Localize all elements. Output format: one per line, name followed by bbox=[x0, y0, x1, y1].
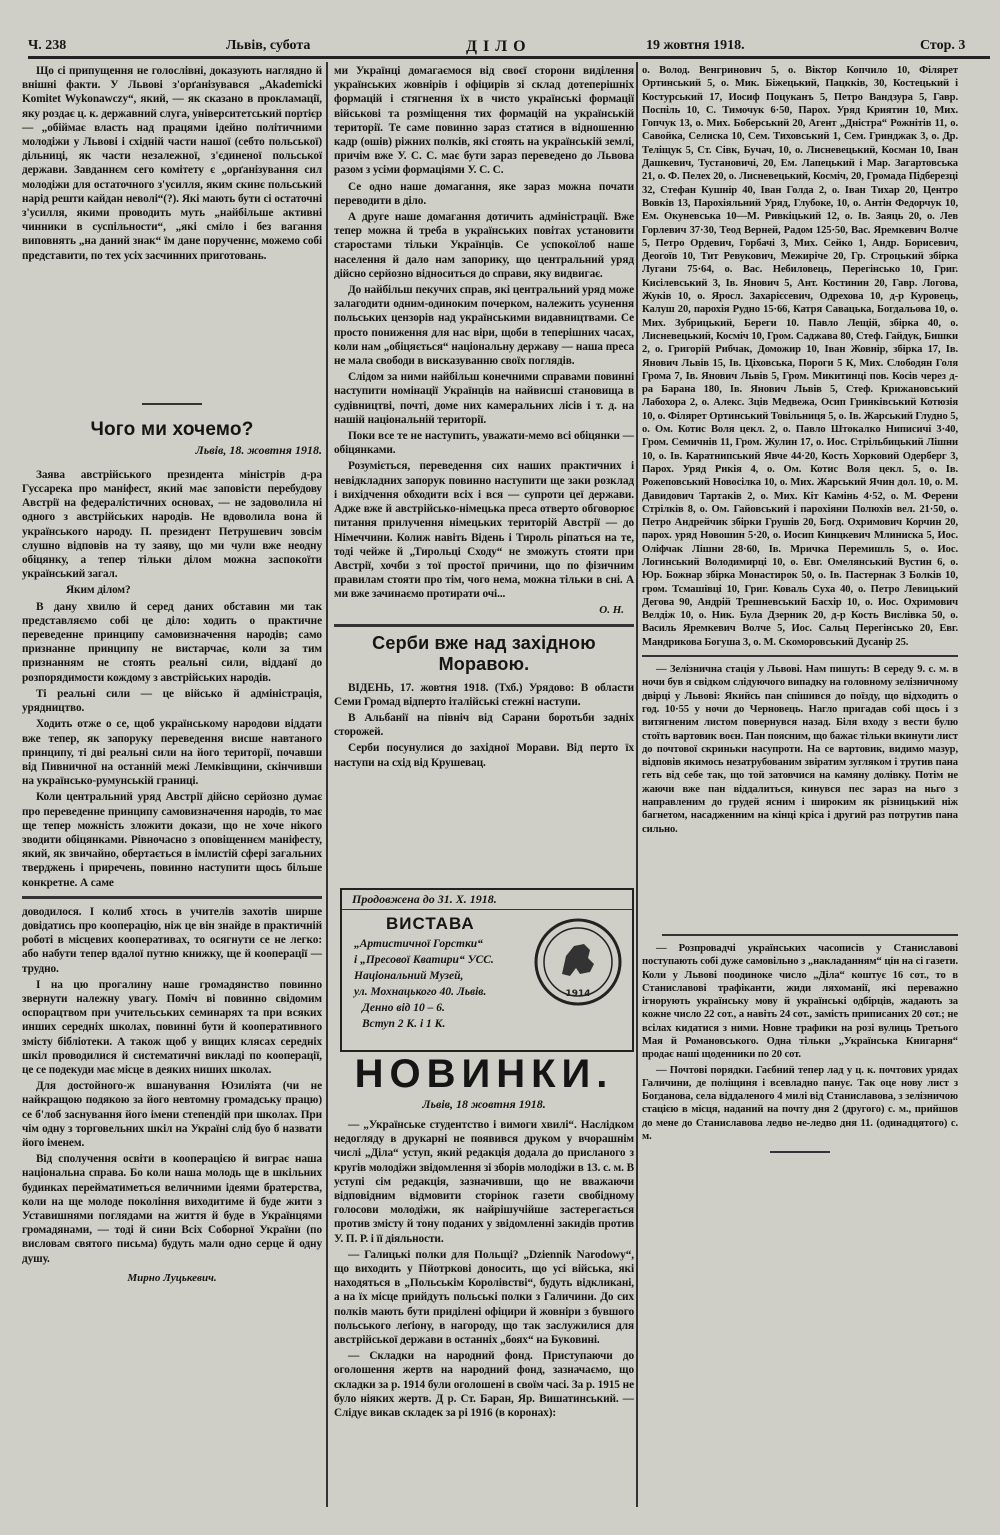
article-paragraph: Коли центральний уряд Австрії дійсно серйозно думає про переведенне принципу самовизначення народів, то має ще тепер можність зложити докази, що не хоче нікого зводити обіцянками. Рівночасно з оповіщеннєм маніфесту, який, як звичайно, обертається в імлистій сфері загальних тверджень і приречень, повинно наступити щось більше конкретне. А саме bbox=[22, 791, 322, 889]
news-item: — Складки на народний фонд. Приступаючи до оголошення жертв на народний фонд, зазначаємо, що складки за р. 1914 були оголошені в своїм часі. За р. 1915 не було ніяких жертв. Д р. Ст. Баран, Яр. Вишатинський. — Слідує викав складек за рі 1916 (в коронах): bbox=[334, 1350, 634, 1420]
ad-title: ВИСТАВА bbox=[386, 914, 475, 933]
ad-line: Вступ 2 К. і 1 К. bbox=[362, 1018, 446, 1030]
article-paragraph: Поки все те не наступить, уважати-мемо всі обіцянки — обіцянками. bbox=[334, 430, 634, 457]
news-item: — „Українське студентство і вимоги хвилі“. Наслідком недогляду в друкарні не появився друком у вчорашнім числі „Діла“ уступ, який редакція додала до присланого з кругів молодіжи звідомлення зі зборів молодіжи в 13. с. м. В уступі сім редакція, зазначивши, що не вважаючи відповідним відмовити сторінок газети свобідному голосови молодіжи, як найрішучійше застерегається против змісту й тону поданих у звідомленні закидів против У. П. Р. і її діяльности. bbox=[334, 1119, 634, 1245]
article-paragraph: Яким ділом? bbox=[66, 584, 131, 597]
section-rule bbox=[662, 934, 958, 936]
ad-line: Національний Музей, bbox=[354, 970, 464, 982]
article-paragraph: Розуміється, переведення сих наших практичних і невідкладних запорук повинно наступити ще заки розклад і вихідчення обходити всіх і вся — супроти цеї держави. Адже вже й австрійсько-німецька преса отверто обговорює питання прилучення німецьких територій Австрії — до Німеччини. Колиж навіть Відень і Тироль ріпаться на те, тоді чейже й „Тирольці Сходу“ не зможуть стояти при Австрії, хочби з тої простої причини, що по фізичним правилам стояти про тім, чого нема, можна тільки в сні. А ми вже зачинаємо протирати очі... bbox=[334, 460, 634, 601]
column-2 bbox=[334, 64, 634, 772]
news-item: — Розпровадчі українських часописів у Станиславові поступають собі дуже самовільно з „накладанням“ цін на сі газети. Коли у Львові поодиноке число „Діла“ коштує 16 сот., то в Станиславові трафіканти, жиди ляхоманії, які переважно ігнорують українську мову й українські одбірців, жадають за кожне число 22 сот., а навіть 24 сот., замість приписаних 20 сот.; не всілах кидатися з ними. Новне трафики на розі вулиць Третього Мая й Романовського. Одна тільки „Українська Книгарня“ продає наші щоденники по 20 сот. bbox=[642, 942, 958, 1061]
separator bbox=[142, 403, 202, 405]
news-heading: НОВИНКИ. bbox=[354, 1052, 614, 1096]
article-title: Чого ми хочемо? bbox=[90, 418, 254, 440]
ad-line: ул. Мохнацького 40. Львів. bbox=[354, 986, 487, 998]
newspaper-title: ДІЛО bbox=[466, 38, 532, 55]
masthead bbox=[28, 38, 988, 58]
header-rule bbox=[28, 56, 990, 59]
section-rule bbox=[334, 624, 634, 627]
article-paragraph: ми Українці домагаємося від своєї сторони виділення українських жовнірів і офіцирів зі склад дотеперішніх формацій і стягнення їх в чисто українські формації військові та розміщення тих формацій на українській території. Те саме повинно зараз статися в відношенню кадр (ошів) ріжних полків, які стоять на українській землі, причім вже У. С. С. має бути зараз переведено до Львова разом з усіми формаціями У. С. С. bbox=[334, 65, 634, 177]
page-label: Стор. 3 bbox=[920, 38, 966, 53]
news-section bbox=[334, 1052, 634, 1422]
separator bbox=[770, 1151, 830, 1153]
article-paragraph: А друге наше домагання дотичить адміністрації. Вже тепер можна й треба в українських повітах установити старостами тільки Українців. Се успокоїлоб наше населення й дало нам запорику, що центральний уряд дійсно серйозно відноситься до справи, яку видвигає. bbox=[334, 211, 634, 280]
ad-line: Денно від 10 – 6. bbox=[362, 1002, 445, 1014]
coop-paragraph: доводилося. І колиб хтось в учителів захотів ширше довідатись про кооперацію, ніж це він знайде в практичній роботі в місцевих кооперативах, то осягнути се не легко: або набути тепер вдалої путню книжку, ще й кооперації — трудно. bbox=[22, 905, 322, 975]
ad-body bbox=[354, 936, 534, 1032]
serbs-paragraph: ВІДЕНЬ, 17. жовтня 1918. (Тхб.) Урядово: В области Семи Громад відперто італійські стежні наступи. bbox=[334, 681, 634, 708]
ad-line: і „Пресової Кватири“ УСС. bbox=[354, 954, 494, 966]
column-divider-2 bbox=[636, 62, 638, 1507]
column-3 bbox=[642, 64, 958, 1161]
news-item: — Почтові порядки. Гаєбний тепер лад у ц. к. почтових урядах Галичини, де поліщиня і всевладно панує. Так оце нову лист з Богданова, села віддаленого 4 милі від Станиславова, з зелізничою стацією в місця, наданий на почту дня 2 (другого) с. м., прийшов до мене до Станиславова ледво не-ледво дня 11. (одинадцятого) с. м. bbox=[642, 1064, 958, 1143]
article-paragraph: Слідом за ними найбільш конечними справами повинні наступити номінації Українців на найвисші становища в судівництві, почті, доме них камеральних лісів і т. д. на нашій національній території. bbox=[334, 371, 634, 426]
place-day: Львів, субота bbox=[226, 38, 311, 53]
news-item: — Галицькі полки для Польщі? „Dziennik Narodowy“, що виходить у Пйотркові доносить, що усі війська, які находяться в „Польськім Королівстві“, будуть відкликані, а на їх місце прийдуть польські полки з Галичини. До сих полків мають бути приділені офіцири й жовніри з бувшого польського леґіону, в нагороду, що так заслужилися для австрійської держави в останніх „боях“ на Буковині. bbox=[334, 1248, 634, 1347]
usss-seal-icon bbox=[532, 916, 624, 1008]
exhibition-advertisement bbox=[340, 888, 634, 1052]
section-rule bbox=[22, 896, 322, 899]
article-paragraph: Ходить отже о се, щоб українському народови віддати вже тепер, як запоруку переведення висше навтаного принципу, ті дві реальні сили на його території, почавши від Пивничної на останній межі Лемківщини, скінчивши на українсько-румунській границі. bbox=[22, 718, 322, 788]
section-rule bbox=[642, 655, 958, 657]
donations-list: о. Волод. Венгринович 5, о. Віктор Копчило 10, Філярет Ортинський 5, о. Мик. Біжецький, Пацкків, 30, Костецький і Костурський 17, Иосиф Поцуканъ 5, Петро Вандзура 5, Гавр. Поспіль 10, С. Тимочук 6·50, Парох. Уряд Криятин 10, Мих. Гопчук 13, о. Мих. Боберський 20, Агент „Дністра“ Рожнітів 11, о. Савойка, Селиска 10, Сем. Тиховський 1, Сем. Гринджак 3, о. Др. Теліщук 5, Ст. Сівк, Бучач, 10, о. Лисневецький, Косман 10, Іван Дашкевич, Тустановичі, 20, Ем. Лапецький і Мар. Загартовська 21, о. Ф. Пелех 20, о. Лисневецький, Косміч, 20, Громада Підберезці 32, Стефан Кушнір 40, Іван Голда 2, о. Іван Тихар 20, Центро Вовків 13, Парохіяльний Уряд, Глубоке, 10, о. Антін Федорчук 10, Ем. Окуневська 10—М. Ривкіцький 12, о. Ів. Заяць 20, о. Лев Горлевич 37·30, Теод Верней, Радом 125·50, Вас. Яремкевич Волче 5, Петро Ордевич, Горбачі 3, Мих. Сейко 1, Андр. Борисевич, Деогоїв 10, Тит Ревукович, Межиріче 20, Гр. Строцький збірка Лугани 75·64, о. Вас. Небиловець, Перегінсько 10, Григ. Кисілевський 3, Ів. Янович 5, Ант. Костинин 20, Гавр. Логова, Жуків 10, о. Яросл. Захарієсевич, Одрехова 10, д-р Куровець, Калуш 20, парохія Рудно 15·66, Катря Савацька, Богдальова 10, о. Мих. Зубрицький, Береги 10. Павло Лещій, збірка 40, о. Лисневецький, Косміч 10, Гром. Саджава 80, Стеф. Гайдук, Бишки 2, о. Григорій Рибчак, Доможир 10, Іван Жовнір, збірка 17, Ів. Янович Львів 15, Ів. Ціховська, Пороги 5 К, Мих. Слободян Голя Грома 7, Ів. Янович Львів 5, Гром. Микитинці пов. Косів через д-ра Барана 180, Ів. Янович Львів 5, Стеф. Крижановський Лабохора 2, о. Алекс. Зців Медвежа, Осип Гринківський Котюзія 10, о. Філярет Ортинський Товільниця 5, о. Ів. Жарський Глудно 5, о. Ом. Котис Воля цекл. 2, о. Павло Штокалко Ниписичі 3·40, Гром. Семичнів 11, Гром. Жулин 17, о. Иос. Стрільбицький Лішни 10, о. Ів. Каратнипський Явче 44·20, Кость Хорковий Одерберг 3, Парох. Уряд Рикія 4, о. Ом. Котис Воля цекл. 5, о. Ів. Рожеповський Новосілка 10, о. Мих. Жарський Ячин дол. 10, о. М. Давидович Тартаків 2, о. Мих. Кіт Камінь 4·52, о. М. Ферени Стрілків 8, о. Ом. Гайовський і парохіяни Полюхів вел. 21·50, о. Петро Андрейчик збірки Грушів 20, Богд. Охримович Корчин 20, парох. уряд Новошин 5·20, о. Иосип Кинцкевич Млиниска 5, Иос. Оліфчак Лішни 28·60, Ів. Мричка Перемишль 5, о. Иос. Логинський Володимирці 10, о. Евг. Омелянський Вустин 6, о. Юр. Божнар збірка Монастирок 50, о. Ів. Пастернак З Болків 10, гром. Тсмашівці 10, Григ. Коваль Суха 40, о. Петро Левицький Дегова 90, Андрій Трешневський Басхір 10, о. Иос. Охримович Велдіж 10, о. Ник. Була Дзерник 20, д-р Кость Вислівка 50, о. Василь Яремкевич Волче 5, Иос. Сальц Перегінсько 20, Евг. Мандрикова Богуша 3, о. М. Скоморовський Дусанір 25. bbox=[642, 65, 958, 648]
news-item: — Зелізнична стація у Львові. Нам пишуть: В середу 9. с. м. в ночи був я свідком слідуючого випадку на головному зелізничному двірці у Львові: Якийсь пан спішився до поїзду, що відходить о год. 10·55 у ночи до Черновець. Нагло пригадав собі щось і з витягненим листом повернувся назад. Біля входу з вести булю стоїть вартовик воєн. Пан поясним, що бажає тільки вкинути лист до почтової скриньки насупроти. На се вартовик, видимо мазур, відповів якимось незатрубованим звіратим зугляком і трутив пана геть від себе так, що той затовчися на камяну долівку. Потім не жаючи вже пан віддалиться, кинувся пес зараз на ньго з направленим до грудей ясним і широким як різницький ніж багнетом, насадженним на кінці кріса і другий раз потрутив пана сильно. bbox=[642, 664, 958, 835]
article-dateline: Львів, 18. жовтня 1918. bbox=[195, 442, 322, 457]
article-paragraph: Ті реальні сили — це військо й адміністрація, урядництво. bbox=[22, 687, 322, 715]
serbs-headline: Серби вже над західною Моравою. bbox=[372, 632, 596, 674]
coop-paragraph: Від сполучення освіти в кооперацією й виграє наша національна справа. Бо коли наша молодь ще в шкільних будинках перейматиметься величними ідеями братерства, коли на ще молоде покоління виходитиме й буде жити з Уставишнями поглядами на життя й буде в Українцями громадянами, — тоді й сини Всіх Соборної України (по висловам святого письма) будуть мали одно серце й одну душу. bbox=[22, 1153, 322, 1265]
article-paragraph: Заява австрійського президента міністрів д-ра Гуссарека про маніфест, який має заповісти перебудову Австрії на федералістичних основах, — не задоволила ні одного з австрійських народів. Не вдоволила вона й українського народу. П. президент Петрушевич зовсім слушно відповів на ту заяву, що ми чули вже неодну обіцянку, а тепер тільки ділом можна заспокоїти український загал. bbox=[22, 468, 322, 581]
coop-paragraph: Для достойного-ж вшанування Юзиліята (чи не найкращою подякою за його невтомну громадську працю) се б'лоб заснування його імени степендій при школах. При чім одну з торговельних шкіл на Україні слід буо б назвати його іменем. bbox=[22, 1080, 322, 1149]
serbs-paragraph: Серби посунулися до західної Морави. Від перто їх наступи на схід від Крушевац. bbox=[334, 742, 634, 769]
ad-extended-note: Продовжена до 31. X. 1918. bbox=[342, 890, 632, 910]
article-paragraph: Се одно наше домагання, яке зараз можна почати переводити в діло. bbox=[334, 180, 634, 207]
article-paragraph: В дану хвилю й серед даних обставин ми так представляємо собі це діло: ходить о практичне переведенне принципу самовизначення народів; само признанне принципу не вистарчає, коли за тим признанням не стоять реальні сили, відданї до розпорядимости кождому з австрійських народів. bbox=[22, 600, 322, 684]
serbs-paragraph: В Альбанії на північ від Сарани боротьби задніх сторожей. bbox=[334, 711, 634, 739]
ad-line: „Артистичної Горстки“ bbox=[354, 938, 483, 950]
article-paragraph: До найбільш пекучих справ, які центральний уряд може залагодити одним-одиноким почерком, належить усунення польських цензорів над українськими видавництвами. Се просто пониження для нас віри, щоби в теперішних часах, коли нам „обіцяється“ національну державу — наша преса не мала свободи в висказуванню своїх поглядів. bbox=[334, 284, 634, 368]
news-dateline: Львів, 18 жовтня 1918. bbox=[422, 1097, 546, 1111]
article-signature: О. Н. bbox=[599, 603, 624, 616]
seal-year: 1914 bbox=[565, 989, 591, 999]
intro-paragraph: Що сі припущення не голослівні, доказують наглядно й внішні факти. У Львові з'орґанізувався „Akademicki Komitet Wykonawczy“, який, — як сказано в прокламації, яку роздає ц. к. державний слуга, університетський портієр — „обіймає власть над працями ідейно політичними молодіжи у Львові і східній части нашої (себто польської) дільниці, як части незалежної, з'єдиненої польської держави. Завданнєм сего комітету є „орґанізування сил молодіжи для остаточного з'усилля, яким скинє польський нарід решти кайдан неволі“(?). Які мають бути сі остаточні з'усилля, якими проводить муть „найбільше активні чинники в суспільности“, „які сміло і без вагання виповнять „на даний знак“ їм дане порученнє, можемо собі представити, по тех усіх засчинних приготовань. bbox=[22, 65, 322, 262]
page-number: Ч. 238 bbox=[28, 38, 67, 53]
coop-paragraph: І на цю прогалину наше громадянство повинно звернути належну увагу. Поміч ві повинно свідомим оспорацтвом при учительських семинарях та при всяких инших середніх школах, повинні бути й кооперативного змісту бібліотеки. А також щоб у вищих клясах середніх шкіл проводилися й систематичні викладі по кооперації, це се подекуди має місце в деяких ниших школах. bbox=[22, 978, 322, 1076]
column-1 bbox=[22, 64, 322, 1284]
author-signature: Мирно Луцькевич. bbox=[127, 1271, 217, 1284]
issue-date: 19 жовтня 1918. bbox=[646, 38, 745, 53]
column-divider-1 bbox=[326, 62, 328, 1507]
